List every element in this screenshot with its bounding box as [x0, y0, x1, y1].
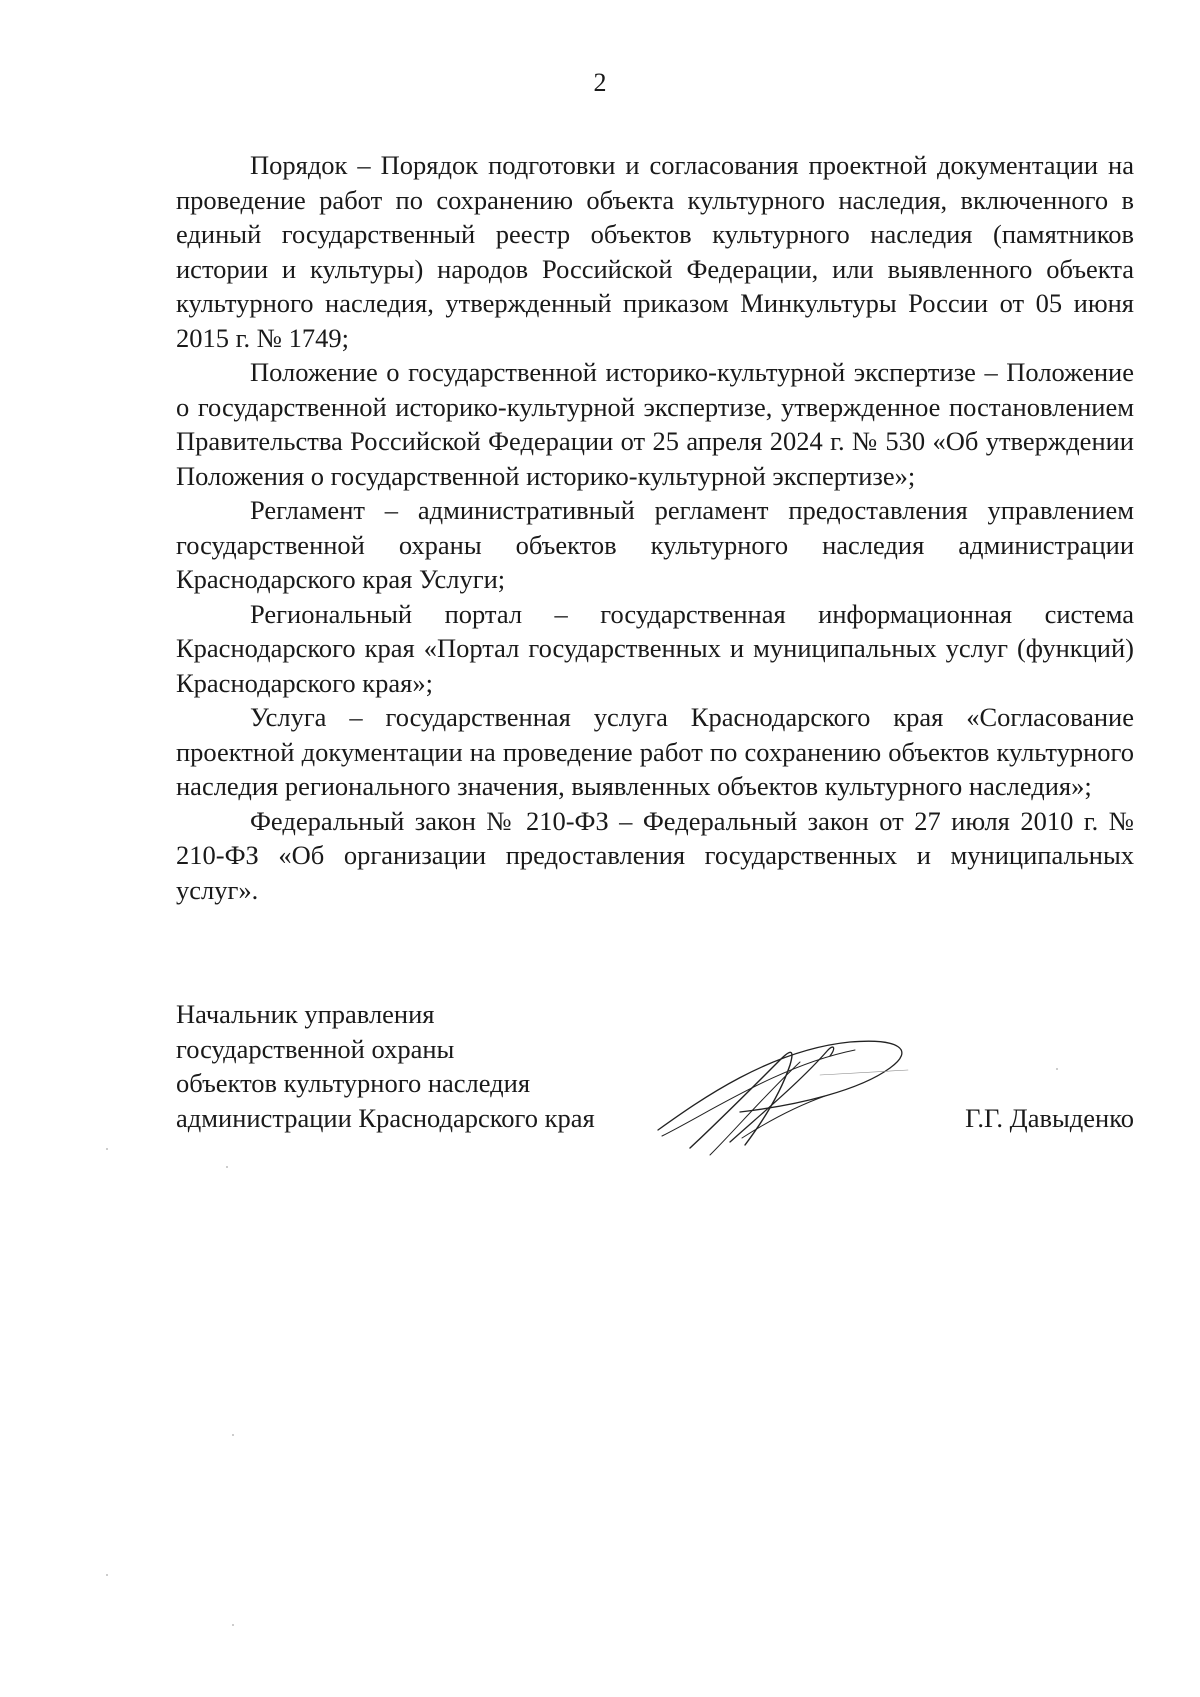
- definition-paragraph: Положение о государственной историко-культурной экспертизе – Положение о государственной историко-культурной экспертизе, утвержденное постановлением Правительства Российской Федерации от 25 апреля 2024 г. № 530 «Об утверждении Положения о государственной историко-культурной экспертизе»;: [176, 357, 1134, 491]
- definition-paragraph: Услуга – государственная услуга Краснодарского края «Согласование проектной документации на проведение работ по сохранению объектов культурного наследия регионального значения, выявленных объектов культурного наследия»;: [176, 702, 1134, 801]
- signatory-title-line: администрации Краснодарского края: [176, 1102, 595, 1133]
- definitions-section: [176, 148, 1134, 907]
- scan-speck: [106, 1574, 108, 1576]
- signatory-name: Г.Г. Давыденко: [965, 1102, 1134, 1133]
- handwritten-signature: [650, 1020, 920, 1160]
- definition-paragraph: Региональный портал – государственная информационная система Краснодарского края «Портал государственных и муниципальных услуг (функций) Краснодарского края»;: [176, 598, 1134, 698]
- definition-paragraph: Порядок – Порядок подготовки и согласования проектной документации на проведение работ по сохранению объекта культурного наследия, включенного в единый государственный реестр объектов культурного наследия (памятников истории и культуры) народов Российской Федерации, или выявленного объекта культурного наследия, утвержденный приказом Минкультуры России от 05 июня 2015 г. № 1749;: [176, 150, 1134, 353]
- scan-speck: [1056, 1068, 1058, 1070]
- signatory-title-line: государственной охраны: [176, 1033, 455, 1064]
- page-number: 2: [593, 68, 607, 97]
- scan-speck: [232, 1434, 234, 1436]
- definition-paragraph: Федеральный закон № 210-ФЗ – Федеральный закон от 27 июля 2010 г. № 210-ФЗ «Об организации предоставления государственных и муниципальных услуг».: [176, 805, 1134, 905]
- definition-paragraph: Регламент – административный регламент предоставления управлением государственной охраны объектов культурного наследия администрации Краснодарского края Услуги;: [176, 495, 1134, 594]
- scan-speck: [232, 1624, 234, 1626]
- signatory-title-line: объектов культурного наследия: [176, 1068, 531, 1098]
- signatory-title-line: Начальник управления: [176, 999, 435, 1029]
- scan-speck: [226, 1166, 228, 1168]
- scan-speck: [106, 1148, 108, 1150]
